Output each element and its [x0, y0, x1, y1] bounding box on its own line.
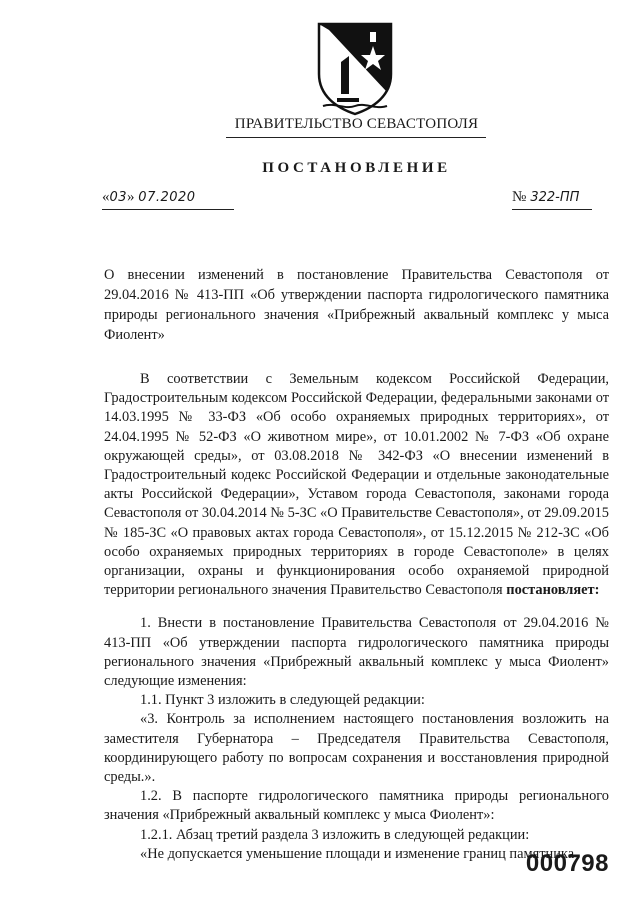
document-body — [104, 370, 609, 864]
government-name: ПРАВИТЕЛЬСТВО СЕВАСТОПОЛЯ — [234, 116, 479, 132]
preamble-resolution: постановляет: — [506, 582, 600, 599]
number-sign: № — [512, 189, 527, 205]
document-type-title: ПОСТАНОВЛЕНИЕ — [262, 160, 451, 176]
sevastopol-coat-of-arms — [315, 20, 395, 116]
government-name-rule — [226, 137, 486, 138]
item-1: 1. Внести в постановление Правительства Севастополя от 29.04.2016 № 413-ПП «Об утверждении паспорта гидрологического памятника природы регионального значения «Прибрежный аквальный комплекс у мыса Фиолент» следующие изменения: — [104, 615, 609, 690]
item-1-2-1: 1.2.1. Абзац третий раздела 3 изложить в следующей редакции: — [140, 826, 530, 843]
document-subject: О внесении изменений в постановление Правительства Севастополя от 29.04.2016 № 413-ПП «Об утверждении паспорта гидрологического памятника природы регионального значения «Прибрежный аквальный комплекс у мыса Фиолент» — [104, 267, 609, 343]
item-1-2-1-text: «Не допускается уменьшение площади и изменение границ памятника — [140, 845, 575, 862]
date-open-quote: « — [102, 189, 110, 205]
number-value: 322-ПП — [530, 190, 580, 205]
date-month-year: 07.2020 — [138, 190, 196, 205]
document-date — [102, 189, 234, 210]
document-number — [512, 189, 592, 210]
date-close-quote: » — [127, 189, 135, 205]
form-serial-number: 000798 — [525, 850, 609, 877]
preamble-text: В соответствии с Земельным кодексом Российской Федерации, Градостроительным кодексом Российской Федерации, федеральными законами от 14.03.1995 № 33-ФЗ «Об особо охраняемых природных территориях», от 24.04.1995 № 52-ФЗ «О животном мире», от 10.01.2002 № 7-ФЗ «Об охране окружающей среды», от 03.08.2018 № 342-ФЗ «О внесении изменений в Градостроительный кодекс Российской Федерации и отдельные законодательные акты Российской Федерации», Уставом города Севастополя, законами города Севастополя от 30.04.2014 № 5-ЗС «О Правительстве Севастополя», от 29.09.2015 № 185-ЗС «О правовых актах города Севастополя», от 15.12.2015 № 212-ЗС «Об особо охраняемых природных территориях в городе Севастополе» в целях организации, охраны и функционирования особо охраняемой природной территории регионального значения Правительство Севастополя — [104, 371, 609, 599]
item-1-1-text: «3. Контроль за исполнением настоящего постановления возложить на заместителя Губернатора – Председателя Правительства Севастополя, координирующего работу по вопросам сохранения и восстановления природной среды.». — [104, 711, 609, 786]
preamble-paragraph — [104, 370, 609, 600]
date-day: 03 — [109, 190, 128, 205]
item-1-1: 1.1. Пункт 3 изложить в следующей редакции: — [140, 692, 425, 709]
item-1-2: 1.2. В паспорте гидрологического памятника природы регионального значения «Прибрежный аквальный комплекс у мыса Фиолент»: — [104, 788, 609, 824]
